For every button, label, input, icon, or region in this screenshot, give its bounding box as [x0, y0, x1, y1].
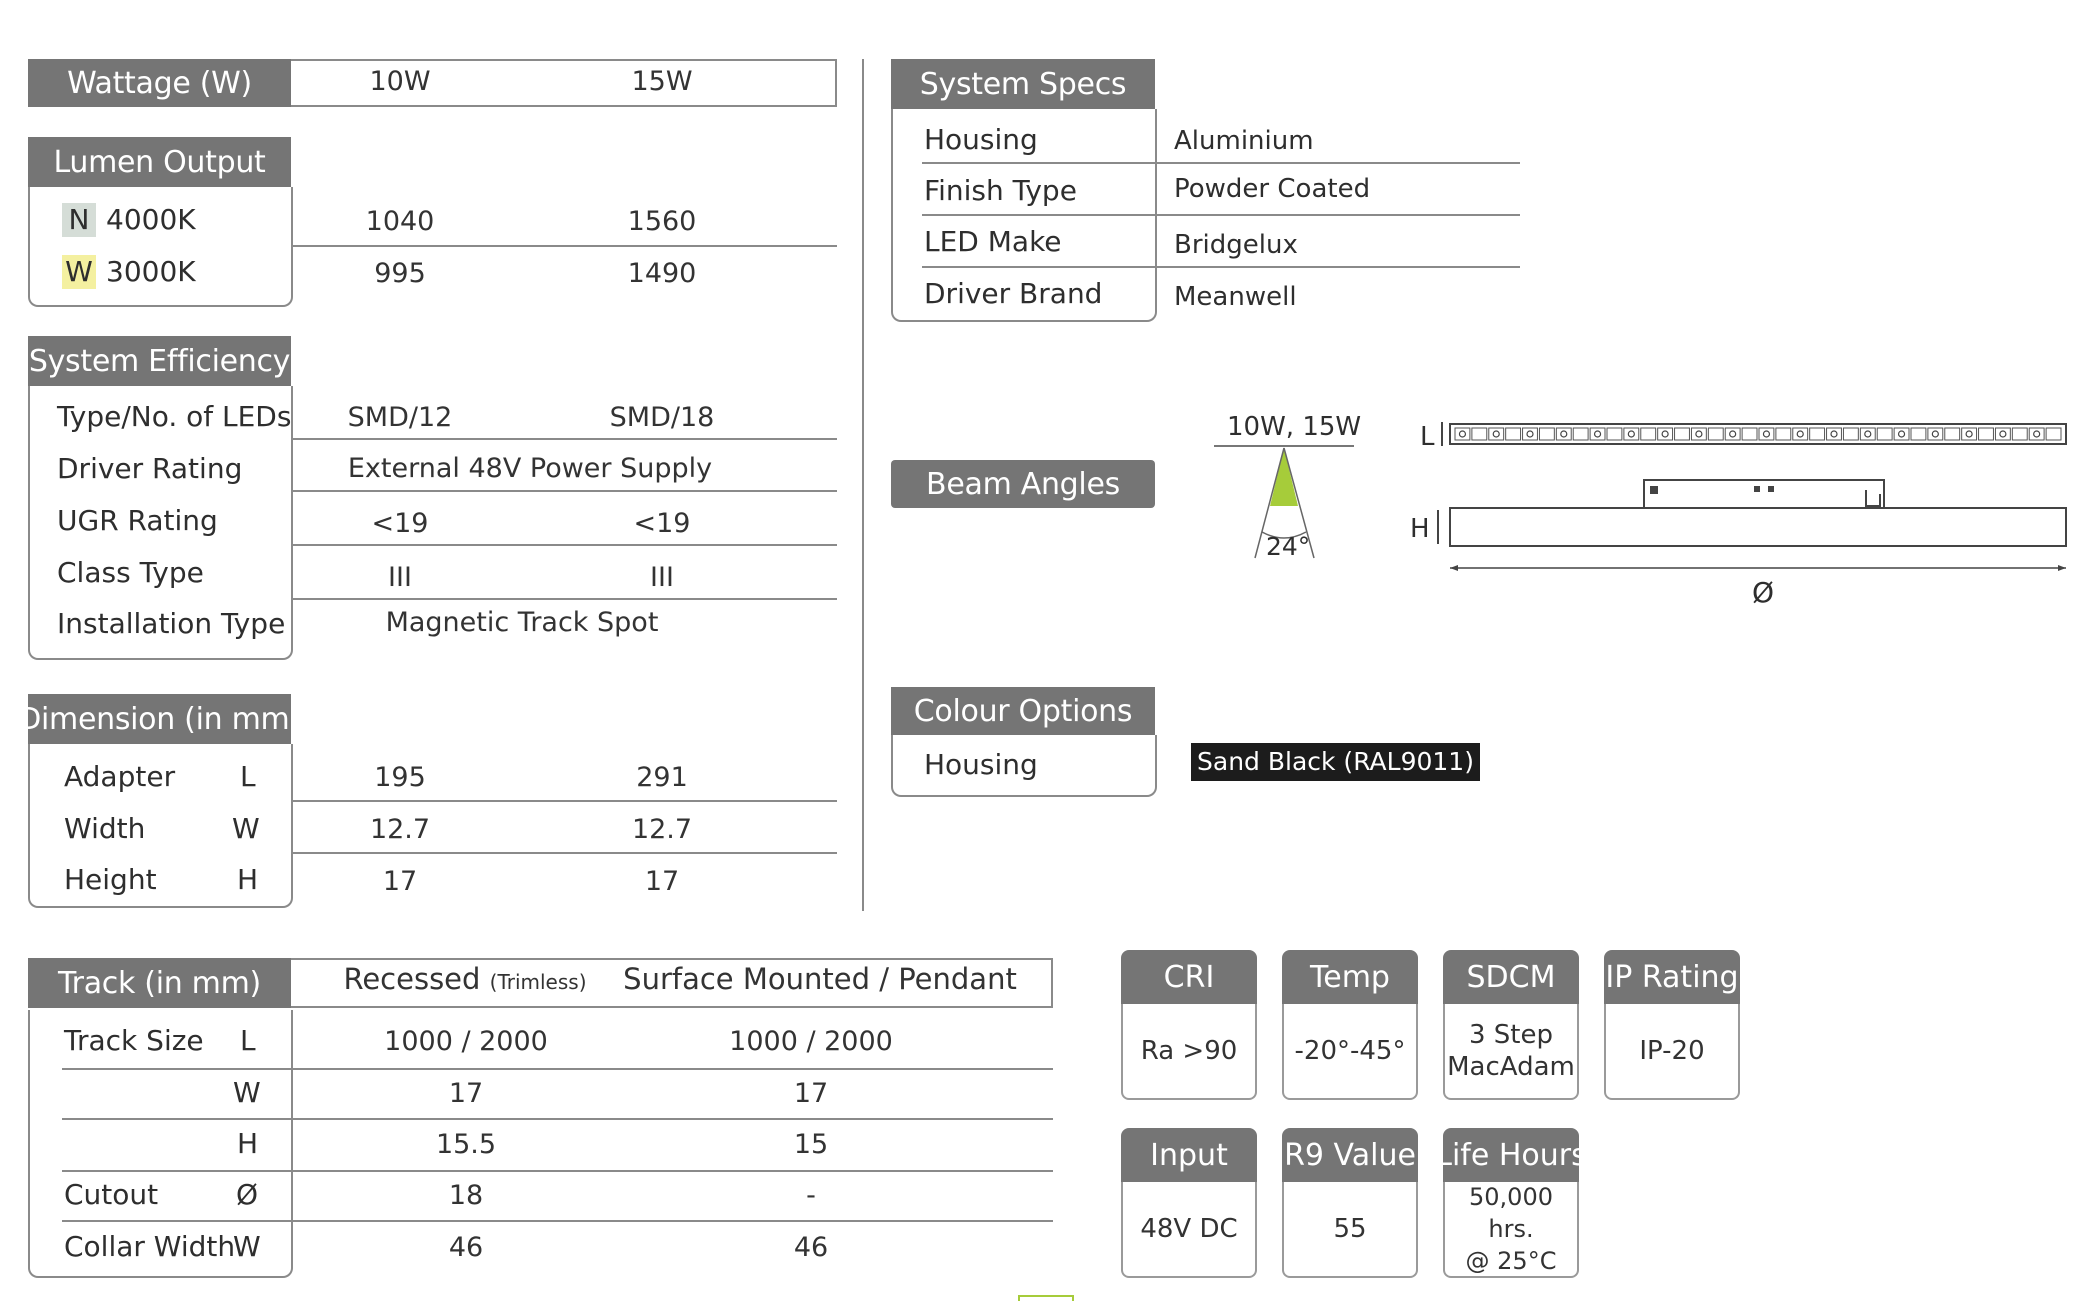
dim-label-width: Width [64, 812, 146, 845]
led-chip [1696, 431, 1702, 437]
led-cell [1945, 428, 1960, 440]
card-sdcm-header: SDCM [1443, 950, 1579, 1004]
led-cell [1489, 428, 1504, 440]
led-cell [1641, 428, 1656, 440]
eff-label-driver-rating: Driver Rating [57, 452, 243, 485]
lumen-4000k-10w: 1040 [365, 206, 435, 237]
lumen-3000k-15w: 1490 [627, 258, 697, 289]
dim-sym-w: W [232, 812, 260, 845]
eff-class-15w: III [650, 562, 674, 593]
eff-ugr-15w: <19 [633, 508, 691, 539]
card-r9-value: 55 [1333, 1214, 1367, 1244]
wattage-header: Wattage (W) [28, 59, 291, 107]
dim-width-15w: 12.7 [631, 814, 693, 845]
led-cell [1506, 428, 1521, 440]
eff-label-installation: Installation Type [57, 607, 286, 640]
track-label-size: Track Size [64, 1024, 204, 1057]
card-cri-body [1121, 1004, 1257, 1100]
eff-installation-value: Magnetic Track Spot [385, 607, 659, 638]
eff-label-ugr: UGR Rating [57, 504, 218, 537]
dim-width-10w: 12.7 [369, 814, 431, 845]
track-cutout-recessed: 18 [448, 1180, 484, 1211]
lumen-row-3000k [62, 255, 196, 289]
led-cell [1725, 428, 1740, 440]
led-cell [1523, 428, 1538, 440]
led-chip [1459, 431, 1465, 437]
dim-adapter-15w: 291 [636, 762, 688, 793]
led-cell [1894, 428, 1909, 440]
track-divider-2 [62, 1118, 1053, 1120]
specs-divider-1 [922, 162, 1520, 164]
lumen-output-header: Lumen Output [28, 137, 291, 187]
drawing-dim-diameter: Ø [1752, 576, 1775, 609]
card-ip-header: IP Rating [1604, 950, 1740, 1004]
track-h-surface: 15 [793, 1129, 829, 1160]
card-temp-header: Temp [1282, 950, 1418, 1004]
specs-divider-2 [922, 214, 1520, 216]
led-cell [1877, 428, 1892, 440]
card-cri-header: CRI [1121, 950, 1257, 1004]
card-cri-value: Ra >90 [1140, 1036, 1238, 1066]
specs-value-housing: Aluminium [1174, 126, 1314, 156]
beam-wattage-label: 10W, 15W [1227, 412, 1362, 442]
led-cell [1607, 428, 1622, 440]
led-chip [1628, 431, 1634, 437]
warm-badge: W [62, 255, 96, 289]
led-chip [1662, 431, 1668, 437]
card-life-value2: @ 25°C [1465, 1247, 1557, 1275]
dim-label-height: Height [64, 863, 157, 896]
led-cell [1573, 428, 1588, 440]
track-cutout-surface: - [806, 1180, 816, 1211]
card-ip-value: IP-20 [1639, 1036, 1705, 1066]
track-size-surface: 1000 / 2000 [729, 1026, 893, 1057]
dim-adapter-10w: 195 [374, 762, 426, 793]
specs-label-finish: Finish Type [924, 174, 1077, 207]
drawing-dim-h: H [1410, 514, 1430, 544]
track-sym-diameter: Ø [236, 1178, 259, 1211]
eff-ugr-10w: <19 [371, 508, 429, 539]
dim-label-adapter: Adapter [64, 760, 176, 793]
specs-value-finish: Powder Coated [1174, 174, 1371, 204]
system-specs-header: System Specs [891, 59, 1155, 109]
led-cell [1539, 428, 1554, 440]
dim-sym-h: H [237, 863, 259, 896]
eff-divider-2 [291, 490, 837, 492]
card-sdcm-value2: MacAdam [1447, 1052, 1575, 1082]
dim-height-10w: 17 [382, 866, 418, 897]
led-cell [1691, 428, 1706, 440]
track-w-surface: 17 [793, 1078, 829, 1109]
neutral-badge: N [62, 203, 96, 237]
led-strip-outline [1450, 424, 2066, 444]
track-sym-collar-w: W [233, 1230, 261, 1263]
track-sym-w: W [233, 1076, 261, 1109]
track-sym-l: L [240, 1024, 256, 1057]
led-cell [2029, 428, 2044, 440]
eff-divider-4 [291, 598, 837, 600]
track-size-recessed: 1000 / 2000 [384, 1026, 548, 1057]
led-chip [1730, 431, 1736, 437]
led-cell [1928, 428, 1943, 440]
led-cell [1708, 428, 1723, 440]
track-w-recessed: 17 [448, 1078, 484, 1109]
card-input-header: Input [1121, 1128, 1257, 1182]
led-cell [1742, 428, 1757, 440]
specs-label-housing: Housing [924, 123, 1038, 156]
colour-options-header: Colour Options [891, 687, 1155, 735]
track-col-recessed-label: Recessed [343, 962, 481, 996]
led-cell [2012, 428, 2027, 440]
product-drawing [1436, 410, 2076, 580]
track-divider-3 [62, 1170, 1053, 1172]
led-cell [1455, 428, 1470, 440]
card-sdcm-value: 3 Step [1468, 1020, 1553, 1050]
led-cell [1675, 428, 1690, 440]
track-header: Track (in mm) [28, 958, 291, 1008]
page-marker [1018, 1295, 1074, 1301]
card-temp-value: -20°-45° [1294, 1036, 1406, 1066]
led-chip [1527, 431, 1533, 437]
led-cell [1979, 428, 1994, 440]
wattage-15w: 15W [631, 66, 693, 97]
led-chip [1493, 431, 1499, 437]
led-chip [2034, 431, 2040, 437]
dim-divider-2 [291, 852, 837, 854]
track-collar-recessed: 46 [448, 1232, 484, 1263]
track-h-recessed: 15.5 [435, 1129, 497, 1160]
track-label-collar: Collar Width [64, 1230, 236, 1263]
led-cell [1759, 428, 1774, 440]
led-cell [1995, 428, 2010, 440]
led-cell [2046, 428, 2061, 440]
track-label-cutout: Cutout [64, 1178, 159, 1211]
lumen-label-4000k: 4000K [106, 203, 196, 236]
eff-label-class: Class Type [57, 556, 204, 589]
led-cell [1556, 428, 1571, 440]
track-collar-surface: 46 [793, 1232, 829, 1263]
lumen-label-3000k: 3000K [106, 255, 196, 288]
led-chip [2000, 431, 2006, 437]
track-divider-4 [62, 1220, 1053, 1222]
led-strip-top-view [1450, 424, 2066, 444]
lumen-row-4000k [62, 203, 196, 237]
card-life-value: 50,000 hrs. [1469, 1183, 1553, 1243]
card-input-value: 48V DC [1140, 1214, 1238, 1244]
card-temp-body [1282, 1004, 1418, 1100]
lumen-3000k-10w: 995 [374, 258, 426, 289]
specs-divider-3 [922, 266, 1520, 268]
track-divider-1 [62, 1068, 1053, 1070]
led-cell [1827, 428, 1842, 440]
led-cell [1776, 428, 1791, 440]
card-input-body [1121, 1182, 1257, 1278]
specs-value-led-make: Bridgelux [1174, 230, 1298, 260]
beam-angles-header: Beam Angles [891, 460, 1155, 508]
dim-height-15w: 17 [644, 866, 680, 897]
eff-class-10w: III [388, 562, 412, 593]
wattage-10w: 10W [369, 66, 431, 97]
led-cell [1472, 428, 1487, 440]
beam-angle-value: 24° [1266, 532, 1311, 561]
led-cell [1843, 428, 1858, 440]
card-r9-body [1282, 1182, 1418, 1278]
led-chip [1561, 431, 1567, 437]
led-cell [1860, 428, 1875, 440]
colour-housing-label: Housing [924, 748, 1038, 781]
led-chip [1932, 431, 1938, 437]
led-chip [1763, 431, 1769, 437]
column-separator [862, 59, 864, 911]
led-chip [1865, 431, 1871, 437]
eff-label-type-leds: Type/No. of LEDs [57, 400, 292, 433]
drawing-dim-l: L [1420, 422, 1435, 452]
track-col-surface: Surface Mounted / Pendant [623, 962, 1017, 996]
led-cell [1962, 428, 1977, 440]
card-life-body [1443, 1182, 1579, 1278]
eff-divider-1 [291, 438, 837, 440]
eff-divider-3 [291, 544, 837, 546]
eff-type-leds-15w: SMD/18 [609, 402, 715, 433]
eff-type-leds-10w: SMD/12 [347, 402, 453, 433]
track-col-recessed-note: (Trimless) [489, 970, 587, 994]
led-chip [1797, 431, 1803, 437]
card-ip-body [1604, 1004, 1740, 1100]
colour-swatch-sand-black: Sand Black (RAL9011) [1191, 743, 1480, 781]
dimension-header: Dimension (in mm) [28, 694, 291, 744]
system-efficiency-header: System Efficiency [28, 336, 291, 386]
specs-label-led-make: LED Make [924, 225, 1062, 258]
dim-sym-l: L [240, 760, 256, 793]
led-cell [1590, 428, 1605, 440]
led-cell [1911, 428, 1926, 440]
led-cell [1624, 428, 1639, 440]
led-chip [1595, 431, 1601, 437]
card-r9-header: R9 Value [1282, 1128, 1418, 1182]
specs-label-driver-brand: Driver Brand [924, 277, 1103, 310]
dim-divider-1 [291, 800, 837, 802]
led-chip [1899, 431, 1905, 437]
track-sym-h: H [237, 1127, 259, 1160]
card-sdcm-body [1443, 1004, 1579, 1100]
led-cell [1793, 428, 1808, 440]
lumen-4000k-15w: 1560 [627, 206, 697, 237]
track-col-recessed [343, 962, 586, 996]
lumen-divider [291, 245, 837, 247]
card-life-header: Life Hours [1443, 1128, 1579, 1182]
led-cell [1658, 428, 1673, 440]
led-chip [1831, 431, 1837, 437]
led-cell [1810, 428, 1825, 440]
eff-driver-rating-value: External 48V Power Supply [347, 453, 713, 484]
specs-value-driver-brand: Meanwell [1174, 282, 1297, 312]
led-chip [1966, 431, 1972, 437]
